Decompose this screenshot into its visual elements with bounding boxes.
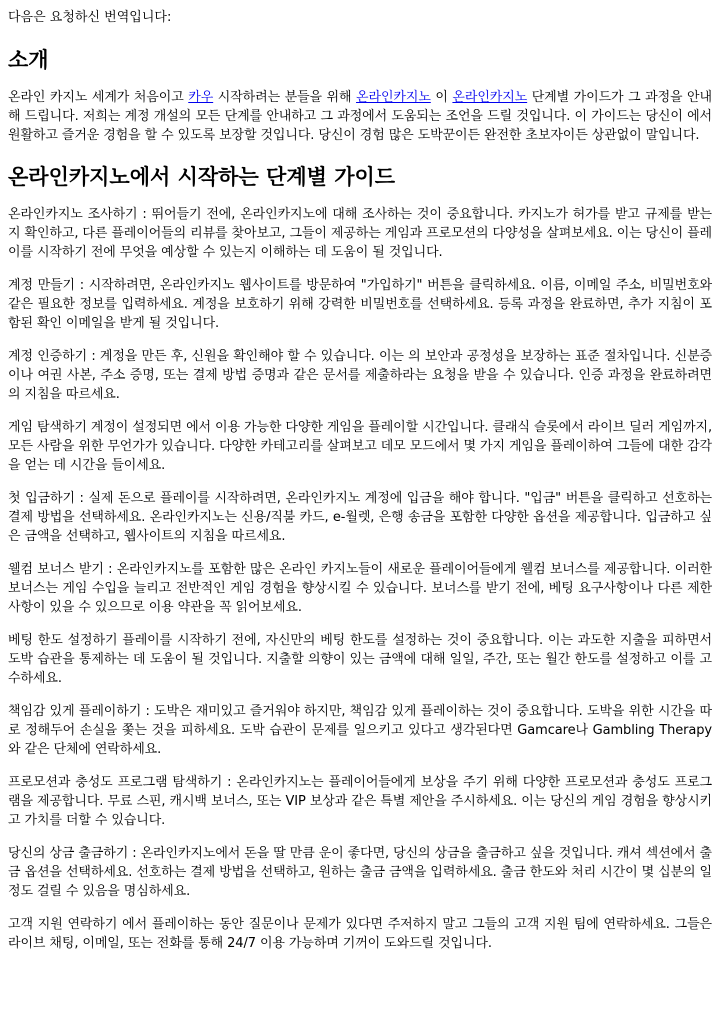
step-responsible-play: 책임감 있게 플레이하기 : 도박은 재미있고 즐거워야 하지만, 책임감 있게 플레이하는 것이 중요합니다. 도박을 위한 시간을 따로 정해두어 손실을 쫓는 것을 피하세요. 도박 습관이 문제를 일으키고 있다고 생각된다면 Gamcare나 Gambling Therapy와 같은 단체에 연락하세요.: [8, 704, 712, 757]
step-promotions: 프로모션과 충성도 프로그램 탐색하기 : 온라인카지노는 플레이어들에게 보상을 주기 위해 다양한 프로모션과 충성도 프로그램을 제공합니다. 무료 스핀, 캐시백 보너스, 또는 VIP 보상과 같은 특별 제안을 주시하세요. 이는 당신의 게임 경험을 향상시키고 가치를 더할 수 있습니다.: [8, 775, 712, 828]
intro-line: 다음은 요청하신 번역입니다:: [8, 10, 172, 25]
step-withdraw: 당신의 상금 출금하기 : 온라인카지노에서 돈을 딸 만큼 운이 좋다면, 당신의 상금을 출금하고 싶을 것입니다. 캐셔 섹션에서 출금 옵션을 선택하세요. 선호하는 결제 방법을 선택하고, 원하는 출금 금액을 입력하세요. 출금 한도와 처리 시간이 몇 십분의 일 정도 걸릴 수 있음을 명심하세요.: [8, 846, 712, 899]
step-create-account: 계정 만들기 : 시작하려면, 온라인카지노 웹사이트를 방문하여 "가입하기" 버튼을 클릭하세요. 이름, 이메일 주소, 비밀번호와 같은 필요한 정보를 입력하세요. 계정을 보호하기 위해 강력한 비밀번호를 선택하세요. 등록 과정을 완료하면, 추가 지침이 포함된 확인 이메일을 받게 될 것입니다.: [8, 278, 712, 331]
intro-heading: 소개: [8, 48, 49, 72]
intro-text-2: 시작하려는 분들을 위해: [213, 90, 357, 105]
step-customer-support: 고객 지원 연락하기 에서 플레이하는 동안 질문이나 문제가 있다면 주저하지 말고 그들의 고객 지원 팀에 연락하세요. 그들은 라이브 채팅, 이메일, 또는 전화를 통해 24/7 이용 가능하며 기꺼이 도와드릴 것입니다.: [8, 917, 712, 951]
step-first-deposit: 첫 입금하기 : 실제 돈으로 플레이를 시작하려면, 온라인카지노 계정에 입금을 해야 합니다. "입금" 버튼을 클릭하고 선호하는 결제 방법을 선택하세요. 온라인카지노는 신용/직불 카드, e-월렛, 은행 송금을 포함한 다양한 옵션을 제공합니다. 입금하고 싶은 금액을 선택하고, 웹사이트의 지침을 따르세요.: [8, 491, 712, 544]
intro-paragraph: [8, 88, 712, 145]
step-betting-limits: 베팅 한도 설정하기 플레이를 시작하기 전에, 자신만의 베팅 한도를 설정하는 것이 중요합니다. 이는 과도한 지출을 피하면서 도박 습관을 통제하는 데 도움이 될 것입니다. 지출할 의향이 있는 금액에 대해 일일, 주간, 또는 월간 한도를 설정하고 이를 고수하세요.: [8, 633, 712, 686]
link-online-casino-1[interactable]: 온라인카지노: [356, 90, 431, 105]
step-welcome-bonus: 웰컴 보너스 받기 : 온라인카지노를 포함한 많은 온라인 카지노들이 새로운 플레이어들에게 웰컴 보너스를 제공합니다. 이러한 보너스는 게임 수입을 늘리고 전반적인 게임 경험을 향상시킬 수 있습니다. 보너스를 받기 전에, 베팅 요구사항이나 다른 제한사항이 있을 수 있으므로 이용 약관을 꼭 읽어보세요.: [8, 562, 712, 615]
intro-text-4: 단계별 가이드가 그 과정을 안내해 드립니다. 저희는 계정 개설의 모든 단계를 안내하고 그 과정에서 도움되는 조언을 드릴 것입니다. 이 가이드는 당신이 에서 원활하고 즐거운 경험을 할 수 있도록 보장할 것입니다. 당신이 경험 많은 도박꾼이든 완전한 초보자이든 상관없이 말입니다.: [8, 90, 712, 143]
link-kau[interactable]: 카우: [188, 90, 214, 105]
intro-text-3: 이: [430, 90, 453, 105]
link-online-casino-2[interactable]: 온라인카지노: [452, 90, 528, 105]
intro-text-1: 온라인 카지노 세계가 처음이고: [8, 90, 189, 105]
step-explore-games: 게임 탐색하기 계정이 설정되면 에서 이용 가능한 다양한 게임을 플레이할 시간입니다. 클래식 슬롯에서 라이브 딜러 게임까지, 모든 사람을 위한 무언가가 있습니다. 다양한 카테고리를 살펴보고 데모 모드에서 몇 가지 게임을 플레이하여 그들에 대한 감각을 얻는 데 시간을 들이세요.: [8, 420, 712, 473]
step-research: 온라인카지노 조사하기 : 뛰어들기 전에, 온라인카지노에 대해 조사하는 것이 중요합니다. 카지노가 허가를 받고 규제를 받는지 확인하고, 다른 플레이어들의 리뷰를 찾아보고, 그들이 제공하는 게임과 프로모션의 다양성을 살펴보세요. 이는 당신이 플레이를 시작하기 전에 무엇을 예상할 수 있는지 이해하는 데 도움이 될 것입니다.: [8, 207, 712, 260]
step-verify-account: 계정 인증하기 : 계정을 만든 후, 신원을 확인해야 할 수 있습니다. 이는 의 보안과 공정성을 보장하는 표준 절차입니다. 신분증이나 여권 사본, 주소 증명, 또는 결제 방법 증명과 같은 문서를 제출하라는 요청을 받을 수 있습니다. 인증 과정을 완료하려면 의 지침을 따르세요.: [8, 349, 712, 402]
guide-heading: 온라인카지노에서 시작하는 단계별 가이드: [8, 165, 396, 189]
